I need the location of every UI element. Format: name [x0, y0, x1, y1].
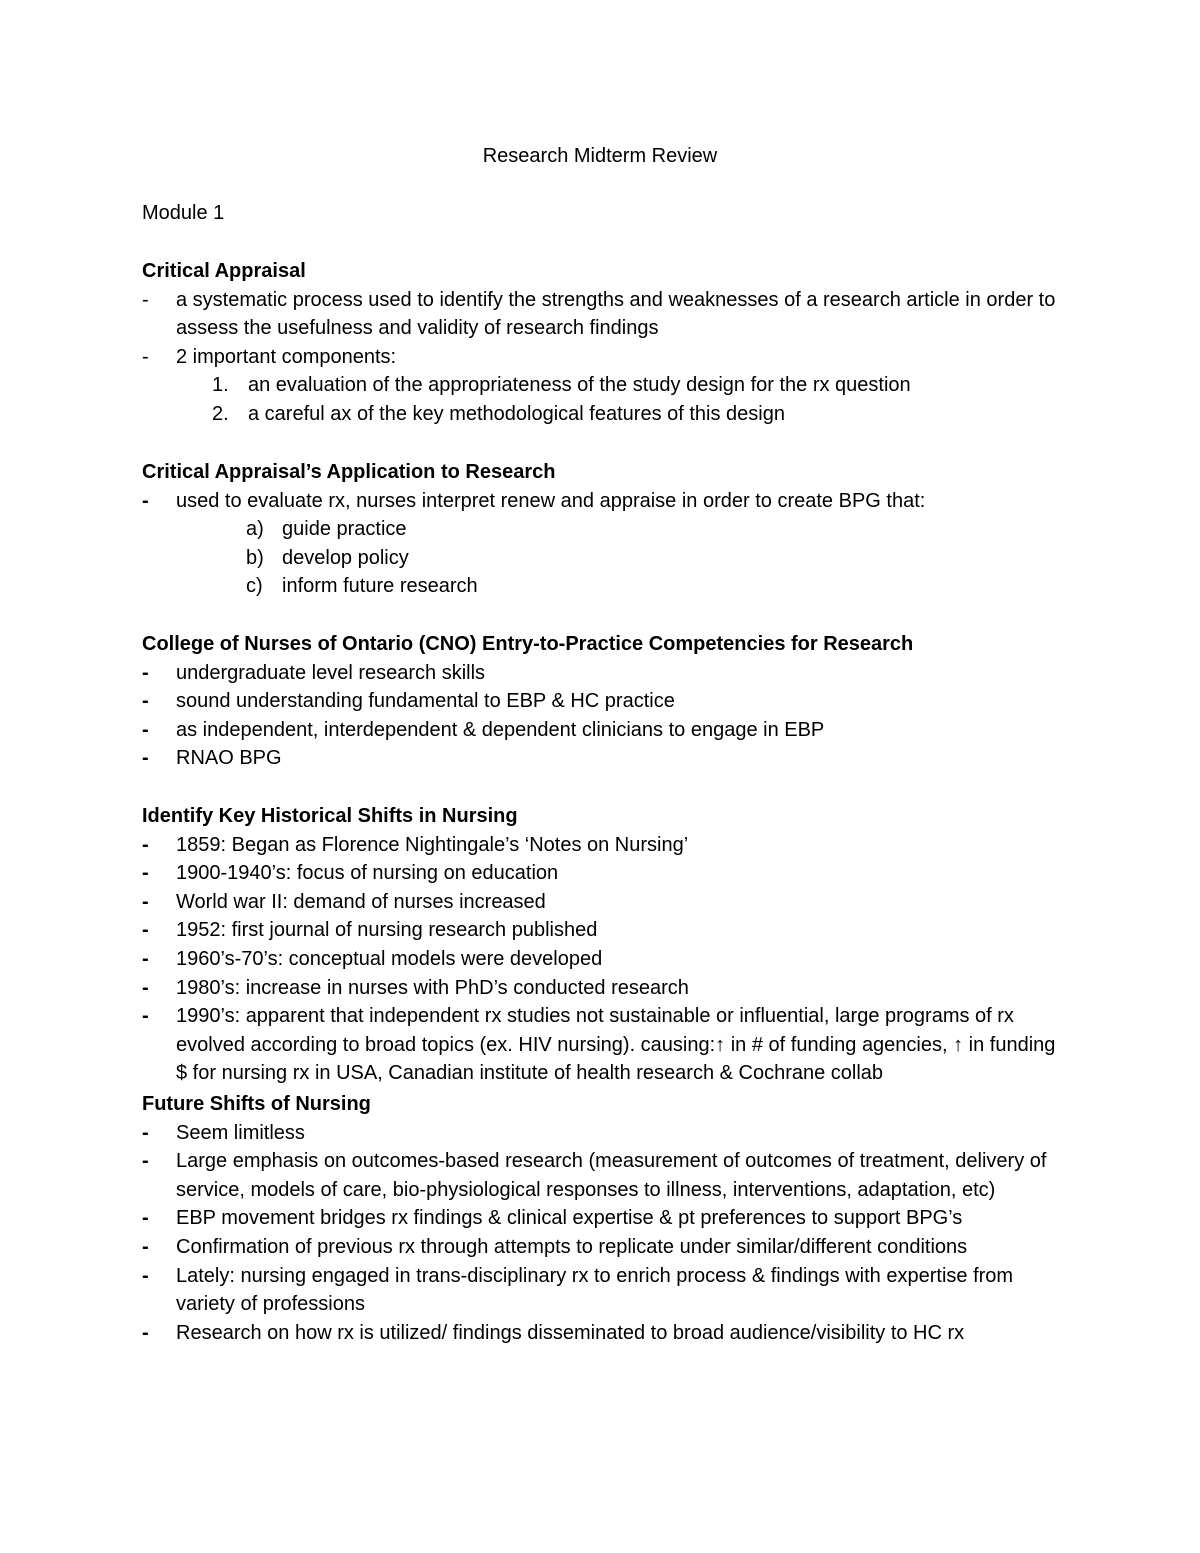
dash-bullet: -	[142, 947, 149, 970]
dash-bullet: -	[142, 690, 149, 713]
list-item	[142, 659, 1072, 688]
dash-bullet: -	[142, 833, 149, 856]
list-item	[142, 859, 1072, 888]
item-number: 2.	[212, 402, 229, 425]
list-item-text: World war II: demand of nurses increased	[176, 890, 546, 913]
dash-bullet: -	[142, 1121, 149, 1144]
section-critical-appraisal	[142, 257, 1072, 429]
list-item-text: 1990’s: apparent that independent rx studies not sustainable or influential, large programs of rx evolved according to broad topics (ex. HIV nursing). causing:↑ in # of funding agencies, ↑ in funding $ for nursing rx in USA, Canadian institute of health research & Cochrane collab	[176, 1005, 1056, 1085]
list-item-text: sound understanding fundamental to EBP & HC practice	[176, 690, 675, 713]
list-item	[142, 744, 1072, 773]
numbered-list	[142, 371, 1072, 428]
bullet-list	[142, 659, 1072, 773]
numbered-item	[142, 400, 1072, 429]
list-item	[142, 343, 1072, 372]
lettered-item	[142, 515, 1072, 544]
list-item	[142, 1119, 1072, 1148]
list-item-text: 1980’s: increase in nurses with PhD’s conducted research	[176, 976, 689, 999]
section-heading: Future Shifts of Nursing	[142, 1093, 371, 1115]
list-item-text: used to evaluate rx, nurses interpret renew and appraise in order to create BPG that:	[176, 489, 926, 512]
section-historical-shifts	[142, 802, 1072, 1088]
document-title: Research Midterm Review	[482, 145, 718, 167]
list-item-text: undergraduate level research skills	[176, 661, 486, 684]
section-future-shifts	[142, 1090, 1072, 1347]
dash-bullet: -	[142, 919, 149, 942]
list-item	[142, 916, 1072, 945]
list-item-text: 2 important components:	[176, 345, 397, 368]
numbered-item-text: an evaluation of the appropriateness of the study design for the rx question	[248, 374, 911, 397]
list-item-text: Seem limitless	[176, 1121, 305, 1144]
lettered-item-text: guide practice	[282, 518, 407, 541]
dash-bullet: -	[142, 1005, 149, 1028]
dash-bullet: -	[142, 1321, 149, 1344]
lettered-item	[142, 544, 1072, 573]
dash-bullet: -	[142, 1264, 149, 1287]
list-item-text: 1900-1940’s: focus of nursing on education	[176, 862, 559, 885]
list-item	[142, 831, 1072, 860]
numbered-item	[142, 371, 1072, 400]
dash-bullet: -	[142, 1207, 149, 1230]
item-letter: b)	[246, 546, 264, 569]
item-number: 1.	[212, 374, 229, 397]
dash-bullet: -	[142, 345, 149, 368]
list-item-text: EBP movement bridges rx findings & clinical expertise & pt preferences to support BPG’s	[176, 1207, 963, 1230]
list-item	[142, 1319, 1072, 1348]
lettered-list	[142, 515, 1072, 601]
list-item-text: as independent, interdependent & dependent clinicians to engage in EBP	[176, 718, 825, 741]
list-item-text: Large emphasis on outcomes-based research (measurement of outcomes of treatment, delivery of service, models of care, bio-physiological responses to illness, interventions, adaptation, etc)	[176, 1150, 1047, 1201]
module-label: Module 1	[142, 202, 225, 224]
dash-bullet: -	[142, 862, 149, 885]
lettered-item-text: inform future research	[282, 575, 478, 598]
list-item-text: 1952: first journal of nursing research published	[176, 919, 598, 942]
bullet-list	[142, 286, 1072, 372]
list-item	[142, 1262, 1072, 1319]
dash-bullet: -	[142, 1150, 149, 1173]
list-item	[142, 687, 1072, 716]
list-item-text: 1960’s-70’s: conceptual models were developed	[176, 947, 603, 970]
list-item	[142, 716, 1072, 745]
section-heading: Critical Appraisal	[142, 260, 306, 282]
section-application	[142, 458, 1072, 601]
list-item	[142, 487, 1072, 516]
lettered-item-text: develop policy	[282, 546, 409, 569]
list-item	[142, 1204, 1072, 1233]
dash-bullet: -	[142, 976, 149, 999]
section-cno-competencies	[142, 630, 1072, 773]
section-heading: College of Nurses of Ontario (CNO) Entry-to-Practice Competencies for Research	[142, 633, 914, 655]
dash-bullet: -	[142, 718, 149, 741]
bullet-list	[142, 831, 1072, 1088]
lettered-item	[142, 572, 1072, 601]
list-item-text: a systematic process used to identify the strengths and weaknesses of a research article in order to assess the usefulness and validity of research findings	[176, 288, 1056, 340]
list-item	[142, 974, 1072, 1003]
list-item	[142, 1147, 1072, 1204]
item-letter: c)	[246, 575, 263, 598]
bullet-list	[142, 1119, 1072, 1348]
list-item	[142, 888, 1072, 917]
list-item	[142, 945, 1072, 974]
dash-bullet: -	[142, 890, 149, 913]
dash-bullet: -	[142, 489, 149, 512]
list-item-text: Lately: nursing engaged in trans-disciplinary rx to enrich process & findings with expertise from variety of professions	[176, 1264, 1014, 1316]
numbered-item-text: a careful ax of the key methodological features of this design	[248, 402, 785, 425]
list-item-text: Confirmation of previous rx through attempts to replicate under similar/different conditions	[176, 1235, 968, 1258]
dash-bullet: -	[142, 747, 149, 770]
list-item-text: 1859: Began as Florence Nightingale’s ‘Notes on Nursing’	[176, 833, 689, 856]
dash-bullet: -	[142, 288, 149, 311]
dash-bullet: -	[142, 1235, 149, 1258]
list-item	[142, 1002, 1072, 1088]
section-heading: Critical Appraisal’s Application to Research	[142, 461, 556, 483]
list-item	[142, 1233, 1072, 1262]
list-item-text: Research on how rx is utilized/ findings disseminated to broad audience/visibility to HC rx	[176, 1321, 965, 1344]
list-item-text: RNAO BPG	[176, 747, 282, 770]
dash-bullet: -	[142, 661, 149, 684]
bullet-list	[142, 487, 1072, 516]
list-item	[142, 286, 1072, 343]
item-letter: a)	[246, 518, 264, 541]
section-heading: Identify Key Historical Shifts in Nursing	[142, 805, 518, 827]
